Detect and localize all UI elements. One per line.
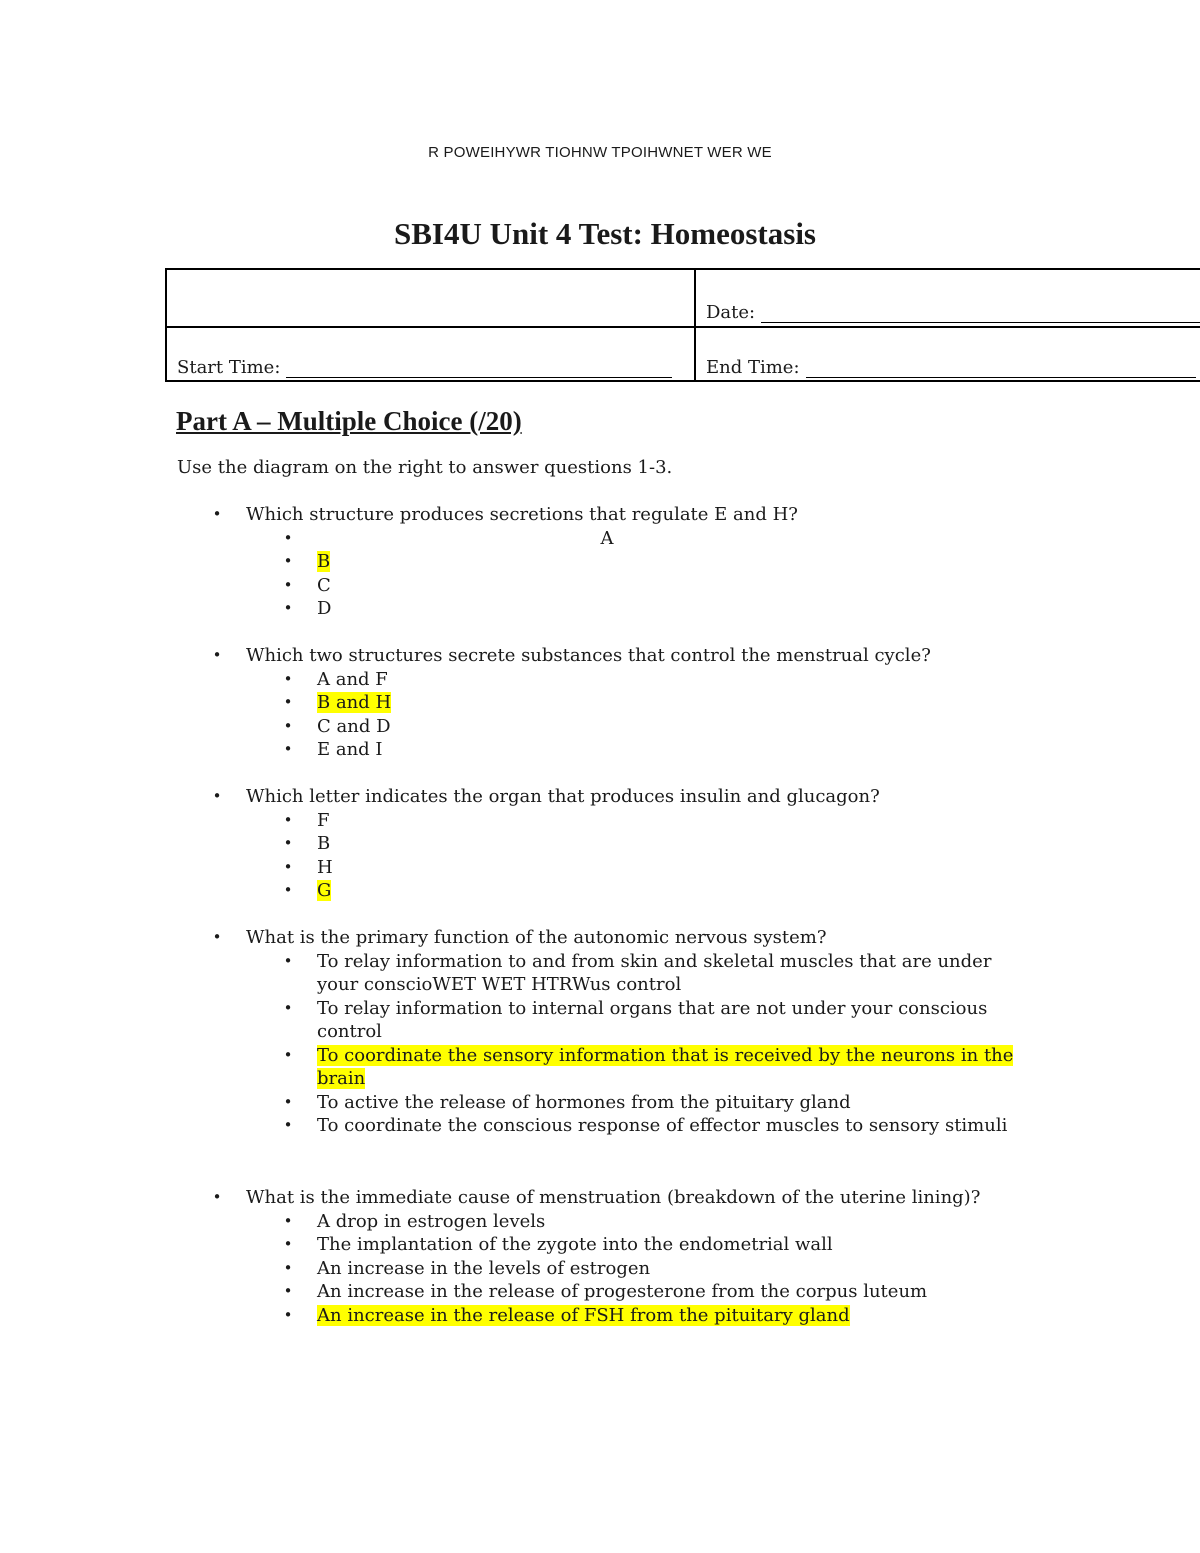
bullet-icon: • bbox=[283, 1092, 293, 1111]
question-1 bbox=[0, 503, 1200, 621]
question-stem bbox=[0, 785, 1026, 809]
bullet-icon: • bbox=[283, 716, 293, 735]
option-text: B bbox=[317, 551, 331, 572]
bullet-icon: • bbox=[283, 1045, 293, 1064]
end-time-field[interactable] bbox=[706, 357, 1196, 378]
bullet-icon: • bbox=[283, 810, 293, 829]
option-text: To coordinate the sensory information that is received by the neurons in the brain bbox=[317, 1044, 1014, 1089]
answer-option[interactable] bbox=[0, 1257, 1017, 1281]
part-a-instructions: Use the diagram on the right to answer questions 1-3. bbox=[177, 457, 673, 478]
bullet-icon: • bbox=[283, 834, 293, 852]
answer-option[interactable] bbox=[0, 856, 1017, 880]
question-2 bbox=[0, 644, 1200, 762]
question-text: Which letter indicates the organ that produces insulin and glucagon? bbox=[246, 786, 880, 807]
option-text: B and H bbox=[317, 692, 392, 713]
answer-option[interactable] bbox=[0, 1280, 1017, 1304]
date-field[interactable] bbox=[706, 302, 1200, 323]
answer-option[interactable] bbox=[0, 1210, 1017, 1234]
option-text: G bbox=[317, 880, 332, 901]
option-text: To active the release of hormones from the pituitary gland bbox=[317, 1091, 851, 1113]
answer-option[interactable] bbox=[0, 1091, 1017, 1115]
answer-option[interactable] bbox=[0, 574, 1017, 598]
option-text: To coordinate the conscious response of effector muscles to sensory stimuli bbox=[317, 1115, 1008, 1136]
start-time-label: Start Time: bbox=[177, 357, 281, 378]
answer-option[interactable] bbox=[0, 668, 1017, 692]
bullet-icon: • bbox=[283, 599, 293, 617]
question-stem bbox=[0, 1186, 1026, 1210]
question-text: Which structure produces secretions that regulate E and H? bbox=[246, 504, 798, 525]
bullet-icon: • bbox=[283, 552, 293, 570]
header-code: R POWEIHYWR TIOHNW TPOIHWNET WER WE bbox=[428, 144, 772, 161]
bullet-icon: • bbox=[283, 575, 293, 594]
option-text: A drop in estrogen levels bbox=[317, 1210, 546, 1232]
option-text: An increase in the release of progesterone from the corpus luteum bbox=[317, 1281, 928, 1302]
option-text: C and D bbox=[317, 715, 391, 737]
question-text: What is the primary function of the autonomic nervous system? bbox=[246, 927, 827, 948]
bullet-icon: • bbox=[283, 951, 293, 970]
option-text: E and I bbox=[317, 739, 383, 760]
test-title: SBI4U Unit 4 Test: Homeostasis bbox=[394, 216, 816, 251]
question-text: Which two structures secrete substances that control the menstrual cycle? bbox=[246, 645, 931, 666]
question-stem bbox=[0, 926, 1026, 950]
answer-option[interactable] bbox=[0, 1233, 1017, 1257]
question-stem bbox=[0, 644, 1026, 668]
bullet-icon: • bbox=[283, 857, 293, 876]
bullet-icon: • bbox=[283, 669, 293, 688]
answer-option[interactable] bbox=[0, 809, 1017, 833]
bullet-icon: • bbox=[212, 928, 222, 946]
table-divider-vertical bbox=[694, 270, 696, 380]
answer-option[interactable] bbox=[0, 997, 1017, 1044]
option-text: An increase in the release of FSH from the pituitary gland bbox=[317, 1304, 850, 1326]
option-text: A bbox=[600, 527, 614, 549]
option-text: D bbox=[317, 598, 332, 619]
end-time-blank[interactable] bbox=[806, 359, 1196, 378]
answer-option[interactable] bbox=[0, 1044, 1017, 1091]
option-text: The implantation of the zygote into the endometrial wall bbox=[317, 1234, 833, 1255]
bullet-icon: • bbox=[283, 1235, 293, 1253]
bullet-icon: • bbox=[283, 1258, 293, 1277]
bullet-icon: • bbox=[283, 1211, 293, 1230]
bullet-icon: • bbox=[283, 998, 293, 1017]
table-divider-horizontal bbox=[167, 326, 1200, 328]
answer-option[interactable] bbox=[0, 738, 1017, 762]
bullet-icon: • bbox=[283, 693, 293, 711]
option-text: A and F bbox=[317, 668, 388, 690]
question-4 bbox=[0, 926, 1200, 1138]
option-text-wrapper bbox=[317, 527, 897, 551]
bullet-icon: • bbox=[212, 787, 222, 805]
answer-option[interactable] bbox=[0, 691, 1017, 715]
answer-option[interactable] bbox=[0, 550, 1017, 574]
question-stem bbox=[0, 503, 1026, 527]
answer-option[interactable] bbox=[0, 715, 1017, 739]
answer-option[interactable] bbox=[0, 1304, 1017, 1328]
option-text: To relay information to internal organs that are not under your conscious control bbox=[317, 997, 988, 1042]
bullet-icon: • bbox=[283, 1305, 293, 1324]
option-text: C bbox=[317, 574, 331, 596]
question-3 bbox=[0, 785, 1200, 903]
answer-option[interactable] bbox=[0, 1114, 1017, 1138]
answer-option[interactable] bbox=[0, 527, 1017, 551]
bullet-icon: • bbox=[212, 646, 222, 664]
start-time-field[interactable] bbox=[177, 357, 672, 378]
question-text: What is the immediate cause of menstruation (breakdown of the uterine lining)? bbox=[246, 1187, 981, 1208]
answer-option[interactable] bbox=[0, 832, 1017, 856]
option-text: B bbox=[317, 833, 331, 854]
answer-option[interactable] bbox=[0, 950, 1017, 997]
option-text: To relay information to and from skin and skeletal muscles that are under your conscioWET WET HTRWus control bbox=[317, 950, 992, 995]
start-time-blank[interactable] bbox=[286, 359, 672, 378]
answer-option[interactable] bbox=[0, 879, 1017, 903]
bullet-icon: • bbox=[283, 1282, 293, 1300]
bullet-icon: • bbox=[212, 505, 222, 523]
option-text: H bbox=[317, 856, 333, 878]
date-label: Date: bbox=[706, 302, 756, 323]
bullet-icon: • bbox=[283, 528, 293, 547]
option-text: An increase in the levels of estrogen bbox=[317, 1257, 651, 1279]
bullet-icon: • bbox=[283, 1116, 293, 1134]
bullet-icon: • bbox=[283, 881, 293, 899]
answer-option[interactable] bbox=[0, 597, 1017, 621]
option-text: F bbox=[317, 809, 330, 831]
part-a-heading: Part A – Multiple Choice (/20) bbox=[176, 406, 522, 436]
bullet-icon: • bbox=[212, 1188, 222, 1206]
end-time-label: End Time: bbox=[706, 357, 800, 378]
question-5 bbox=[0, 1186, 1200, 1327]
date-blank[interactable] bbox=[761, 304, 1200, 323]
bullet-icon: • bbox=[283, 740, 293, 758]
